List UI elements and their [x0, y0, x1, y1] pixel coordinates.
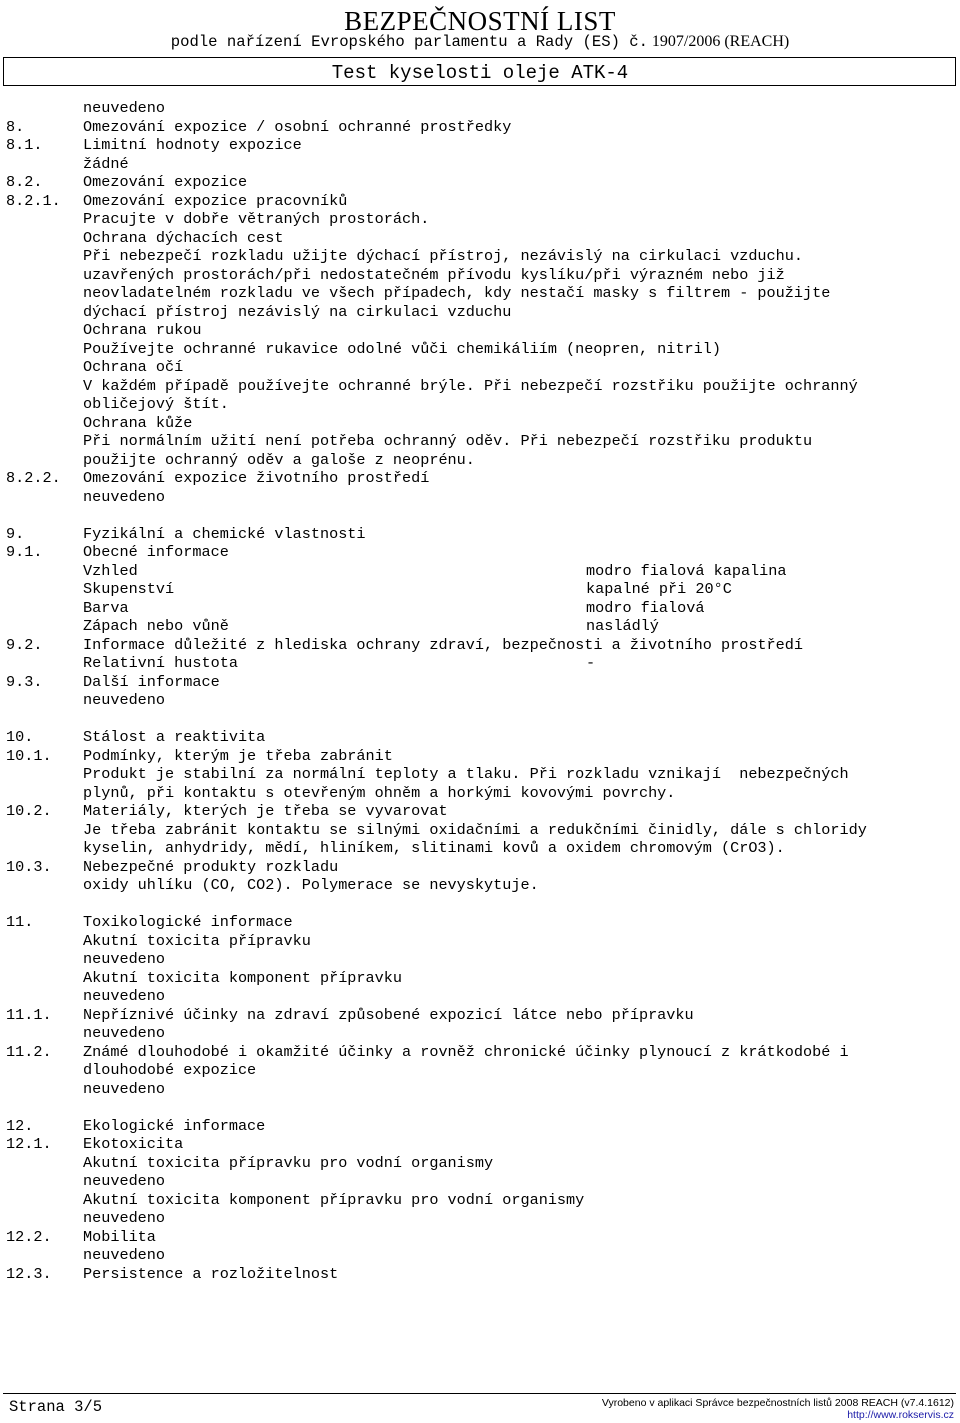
section-heading: Materiály, kterých je třeba se vyvarovat [83, 802, 448, 820]
section-number: 10.3. [6, 857, 52, 876]
section-heading: Podmínky, kterým je třeba zabránit [83, 746, 393, 765]
body-text-line: neuvedeno [83, 987, 166, 1005]
section-number: 10.1. [6, 746, 52, 765]
section-heading: Obecné informace [83, 543, 229, 561]
body-text-line: oxidy uhlíku (CO, CO2). Polymerace se nevyskytuje. [83, 876, 539, 894]
body-text-line: Barva [83, 598, 129, 617]
body-text-line: neuvedeno [83, 1079, 166, 1098]
property-value: kapalné při 20°C [586, 580, 732, 598]
subtitle-regulation-text: podle nařízení Evropského parlamentu a Rady (ES) č. [170, 33, 648, 51]
section-heading: Omezování expozice pracovníků [83, 191, 348, 210]
body-text-line: neuvedeno [83, 99, 166, 117]
section-number: 9.1. [6, 543, 43, 561]
section-heading: Omezování expozice životního prostředí [83, 469, 430, 487]
property-value: modro fialová kapalina [586, 561, 787, 580]
subtitle-regulation-number: 1907/2006 (REACH) [651, 33, 790, 50]
property-value: - [586, 654, 596, 672]
body-text-line: Je třeba zabránit kontaktu se silnými oxidačními a redukčními činidly, dále s chloridy [83, 820, 867, 839]
body-text-line: kyselin, anhydridy, mědí, hliníkem, slitinami kovů a oxidem chromovým (CrO3). [83, 839, 785, 857]
body-text-line: neuvedeno [83, 1024, 166, 1042]
section-heading: Informace důležité z hlediska ochrany zdraví, bezpečnosti a životního prostředí [83, 635, 804, 654]
body-text-line: neuvedeno [83, 691, 166, 709]
section-heading: Limitní hodnoty expozice [83, 136, 302, 154]
section-heading: Stálost a reaktivita [83, 728, 266, 746]
section-number: 8.1. [6, 136, 43, 154]
page-number: Strana 3/5 [9, 1398, 103, 1416]
section-heading: Nebezpečné produkty rozkladu [83, 857, 339, 876]
section-number: 9. [6, 524, 25, 543]
body-text-line: Akutní toxicita přípravku [83, 931, 311, 950]
body-text-line: Ochrana rukou [83, 321, 202, 339]
section-number: 12.3. [6, 1264, 52, 1283]
body-text-line: V každém případě používejte ochranné brýle. Při nebezpečí rozstřiku použijte ochranný [83, 376, 858, 395]
section-number: 8.2. [6, 173, 43, 191]
body-text-line: Produkt je stabilní za normální teploty a tlaku. Při rozkladu vznikají nebezpečných [83, 765, 849, 783]
body-text-line: Ochrana dýchacích cest [83, 228, 284, 247]
section-number: 11.1. [6, 1005, 52, 1024]
body-text-line: žádné [83, 154, 129, 173]
section-heading: Mobilita [83, 1227, 156, 1246]
section-heading: Fyzikální a chemické vlastnosti [83, 524, 366, 543]
footer-divider [3, 1393, 956, 1394]
section-number: 10. [6, 728, 34, 746]
section-number: 12.2. [6, 1227, 52, 1246]
body-text-line: Ochrana očí [83, 358, 184, 376]
body-text-line: neuvedeno [83, 1172, 166, 1190]
body-text-line: dlouhodobé expozice [83, 1061, 257, 1079]
section-number: 11. [6, 913, 34, 931]
body-text-line: neuvedeno [83, 487, 166, 506]
body-text-line: Ochrana kůže [83, 413, 193, 432]
body-text-line: Skupenství [83, 580, 175, 598]
body-text-line: Akutní toxicita komponent přípravku [83, 968, 402, 987]
body-text-line: plynů, při kontaktu s otevřeným ohněm a horkými kovovými povrchy. [83, 783, 676, 802]
body-text-line: Pracujte v dobře větraných prostorách. [83, 210, 430, 228]
section-number: 9.3. [6, 672, 43, 691]
producer-note: Vyrobeno v aplikaci Správce bezpečnostních listů 2008 REACH (v7.4.1612) [601, 1397, 954, 1409]
body-text-line: neovladatelném rozkladu ve všech případech, kdy nestačí masky s filtrem - použijte [83, 284, 831, 302]
property-value: nasládlý [586, 617, 659, 635]
body-text-line: neuvedeno [83, 1246, 166, 1264]
section-heading: Další informace [83, 672, 220, 691]
body-text-line: neuvedeno [83, 950, 166, 968]
section-heading: Ekologické informace [83, 1116, 266, 1135]
document-subtitle [0, 32, 960, 52]
section-number: 10.2. [6, 802, 52, 820]
section-number: 8.2.1. [6, 191, 61, 210]
document-title: BEZPEČNOSTNÍ LIST [344, 6, 616, 36]
section-heading: Persistence a rozložitelnost [83, 1264, 339, 1283]
section-number: 8. [6, 117, 25, 136]
section-heading: Nepříznivé účinky na zdraví způsobené expozicí látce nebo přípravku [83, 1005, 694, 1024]
body-text-line: dýchací přístroj nezávislý na cirkulaci vzduchu [83, 302, 512, 321]
section-heading: Omezování expozice [83, 173, 248, 191]
section-heading: Známé dlouhodobé i okamžité účinky a rovněž chronické účinky plynoucí z krátkodobé i [83, 1042, 849, 1061]
body-text-line: Akutní toxicita přípravku pro vodní organismy [83, 1153, 494, 1172]
section-number: 12. [6, 1116, 34, 1135]
body-text-line: Vzhled [83, 561, 138, 580]
body-text-line: neuvedeno [83, 1209, 166, 1227]
body-text-line: Používejte ochranné rukavice odolné vůči chemikáliím (neopren, nitril) [83, 339, 721, 358]
property-value: modro fialová [586, 598, 705, 617]
body-text-line: Akutní toxicita komponent přípravku pro vodní organismy [83, 1190, 585, 1209]
product-name: Test kyselosti oleje ATK-4 [331, 62, 629, 84]
section-number: 8.2.2. [6, 469, 61, 487]
body-text-line: Zápach nebo vůně [83, 617, 229, 635]
section-heading: Omezování expozice / osobní ochranné prostředky [83, 117, 512, 136]
section-number: 12.1. [6, 1135, 52, 1153]
body-text-line: obličejový štít. [83, 395, 229, 413]
body-text-line: Relativní hustota [83, 654, 238, 672]
section-number: 11.2. [6, 1042, 52, 1061]
section-heading: Toxikologické informace [83, 913, 293, 931]
body-text-line: uzavřených prostorách/při nedostatečném přívodu kyslíku/při výrazném nebo již [83, 265, 785, 284]
body-text-line: Při normálním užití není potřeba ochranný oděv. Při nebezpečí rozstřiku produktu [83, 432, 813, 450]
body-text-line: Při nebezpečí rozkladu užijte dýchací přístroj, nezávislý na cirkulaci vzduchu. [83, 247, 804, 265]
body-text-line: použijte ochranný oděv a galoše z neoprénu. [83, 450, 475, 469]
producer-link[interactable]: http://www.rokservis.cz [847, 1409, 954, 1421]
section-heading: Ekotoxicita [83, 1135, 184, 1153]
section-number: 9.2. [6, 635, 43, 654]
